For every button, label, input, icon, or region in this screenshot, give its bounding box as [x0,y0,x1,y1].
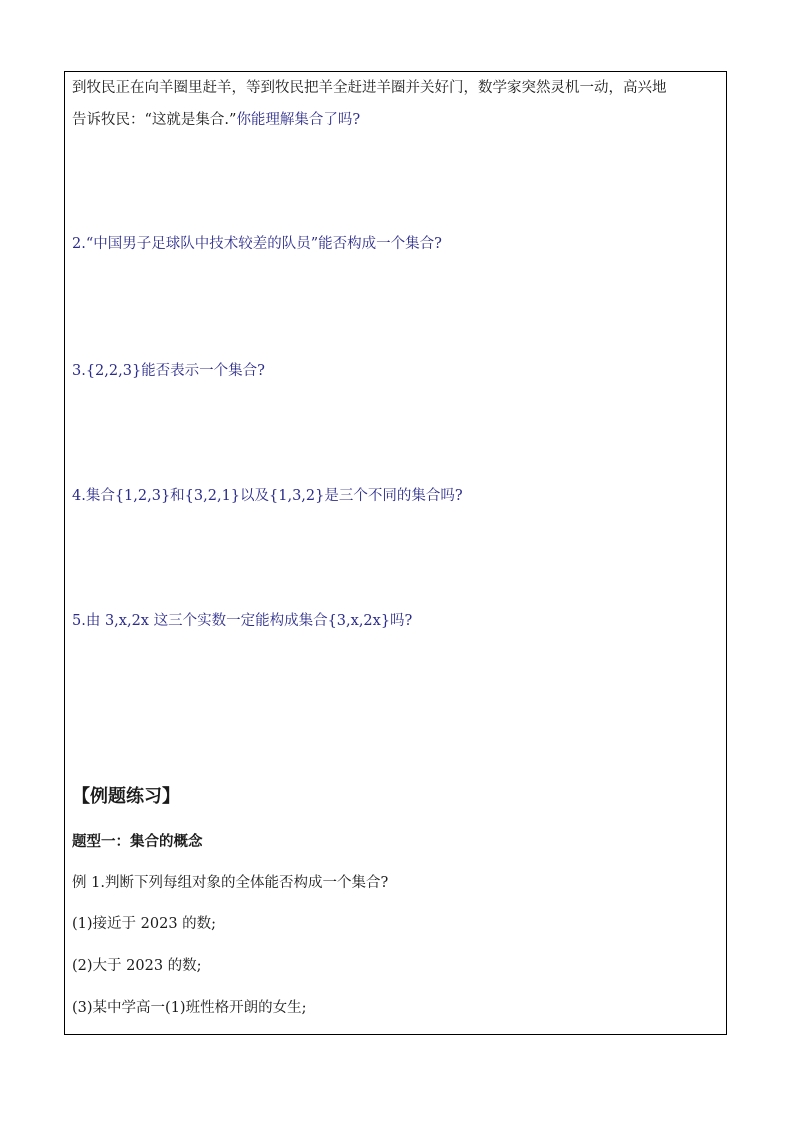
intro-line-1: 到牧民正在向羊圈里赶羊，等到牧民把羊全赶进羊圈并关好门，数学家突然灵机一动，高兴地 [72,80,667,96]
example-item-3: (3)某中学高一(1)班性格开朗的女生; [72,1000,307,1016]
intro-line-2-quote: 告诉牧民：“这就是集合.” [72,112,237,128]
intro-line-2-question: 你能理解集合了吗? [236,112,361,128]
question-3: 3.{2,2,3}能否表示一个集合? [72,363,265,379]
question-4: 4.集合{1,2,3}和{3,2,1}以及{1,3,2}是三个不同的集合吗? [72,488,463,504]
example-item-1: (1)接近于 2023 的数; [72,916,217,932]
example-prompt: 例 1.判断下列每组对象的全体能否构成一个集合? [72,875,389,891]
example-item-2: (2)大于 2023 的数; [72,958,202,974]
question-2: 2.“中国男子足球队中技术较差的队员”能否构成一个集合? [72,236,442,252]
example-section-title: 【例题练习】 [72,786,180,807]
question-5: 5.由 3,x,2x 这三个实数一定能构成集合{3,x,2x}吗? [72,613,413,629]
intro-line-2 [72,110,360,130]
type-title: 题型一：集合的概念 [72,834,203,850]
